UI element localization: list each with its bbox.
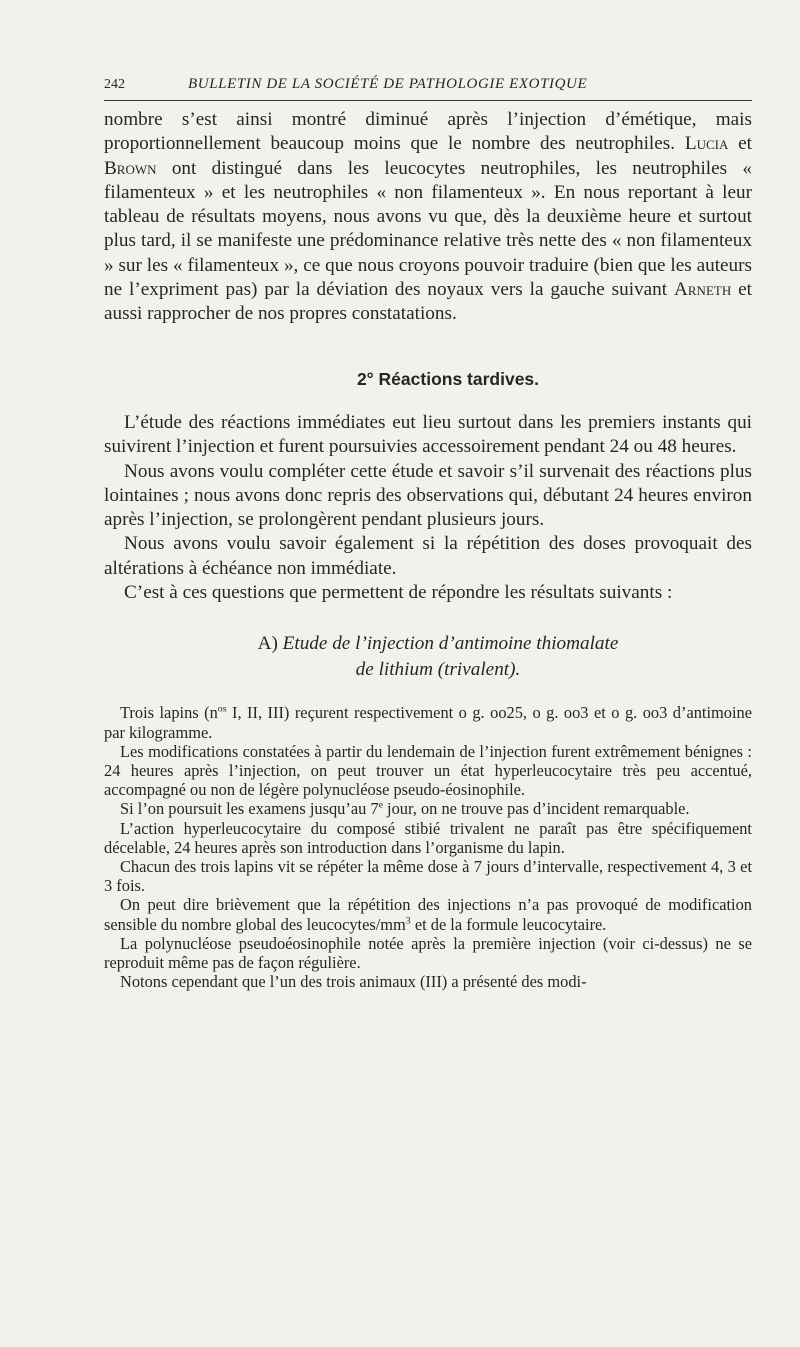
small-paragraph: L’action hyperleucocytaire du composé stibié trivalent ne paraît pas être spécifiquement décelable, 24 heures après son introduction dans l’organisme du lapin. (104, 818, 752, 857)
author-brown: Brown (104, 157, 157, 179)
subsection-title-line1: Etude de l’injection d’antimoine thiomalate (282, 633, 619, 655)
section-paragraph: L’étude des réactions immédiates eut lieu surtout dans les premiers instants qui suivirent l’injection et furent poursuivies accessoirement pendant 24 ou 48 heures. (104, 411, 752, 458)
small-paragraph: Chacun des trois lapins vit se répéter la même dose à 7 jours d’intervalle, respectivement 4, 3 et 3 fois. (104, 856, 752, 896)
section-paragraph: Nous avons voulu compléter cette étude et savoir s’il survenait des réactions plus lointaines ; nous avons donc repris des observations qui, débutant 24 heures environ après l’injection, se prolongèrent pendant plusieurs jours. (104, 460, 752, 531)
author-lucia: Lucia (684, 133, 729, 155)
running-head (104, 76, 752, 101)
small-paragraph: Trois lapins ($n^{os}$ I, II, III) reçurent respectivement o g. oo25, o g. oo3 et o g. oo3 d’antimoine par kilogramme. (104, 703, 752, 742)
section-paragraph: C’est à ces questions que permettent de répondre les résultats suivants : (124, 582, 673, 604)
subsection-title-line2: de lithium (trivalent). (355, 659, 521, 681)
small-paragraph: Notons cependant que l’un des trois animaux (III) a présenté des modi- (120, 972, 587, 992)
subsection-heading (104, 631, 752, 683)
author-arneth: Arneth (674, 279, 732, 301)
journal-title: BULLETIN DE LA SOCIÉTÉ DE PATHOLOGIE EXOTIQUE (188, 76, 588, 92)
page (104, 76, 752, 991)
section-heading: 2° Réactions tardives. (356, 368, 540, 389)
section-paragraph: Nous avons voulu savoir également si la répétition des doses provoquait des altérations à échéance non immédiate. (104, 533, 752, 579)
small-print-text (104, 703, 752, 991)
small-paragraph: Les modifications constatées à partir du lendemain de l’injection furent extrêmement bénignes : 24 heures après l’injection, on peut trouver un état hyperleucocytaire très peu accentué, accompagné ou non de légère polynucléose pseudo-éosinophile. (104, 741, 752, 800)
small-paragraph: Si l’on poursuit les examens jusqu’au 7e jour, on ne trouve pas d’incident remarquable. (120, 799, 690, 819)
main-text (104, 108, 752, 683)
small-paragraph: La polynucléose pseudoéosinophile notée après la première injection (voir ci-dessus) ne se reproduit même pas de façon régulière. (104, 933, 752, 972)
page-number: 242 (104, 77, 125, 92)
subsection-label: A) (257, 633, 278, 655)
intro-paragraph: nombre s’est ainsi montré diminué après l’injection d’émétique, mais proportionnellement beaucoup moins que le nombre des neutrophiles. Lucia et Brown ont distingué dans les leucocytes neutrophiles, les neutrophiles « filamenteux » et les neutrophiles « non filamenteux ». En nous reportant à leur tableau de résultats moyens, nous avons vu que, dès la deuxième heure et surtout plus tard, il se manifeste une prédominance relative très nette des « non filamenteux » sur les « filamenteux », ce que nous croyons pouvoir traduire (bien que les auteurs ne l’expriment pas) par la déviation des noyaux vers la gauche suivant Arneth et aussi rapprocher de nos propres constatations. (104, 109, 752, 325)
small-paragraph: On peut dire brièvement que la répétition des injections n’a pas provoqué de modification sensible du nombre global des leucocytes/$mm^3$ et de la formule leucocytaire. (104, 895, 752, 934)
